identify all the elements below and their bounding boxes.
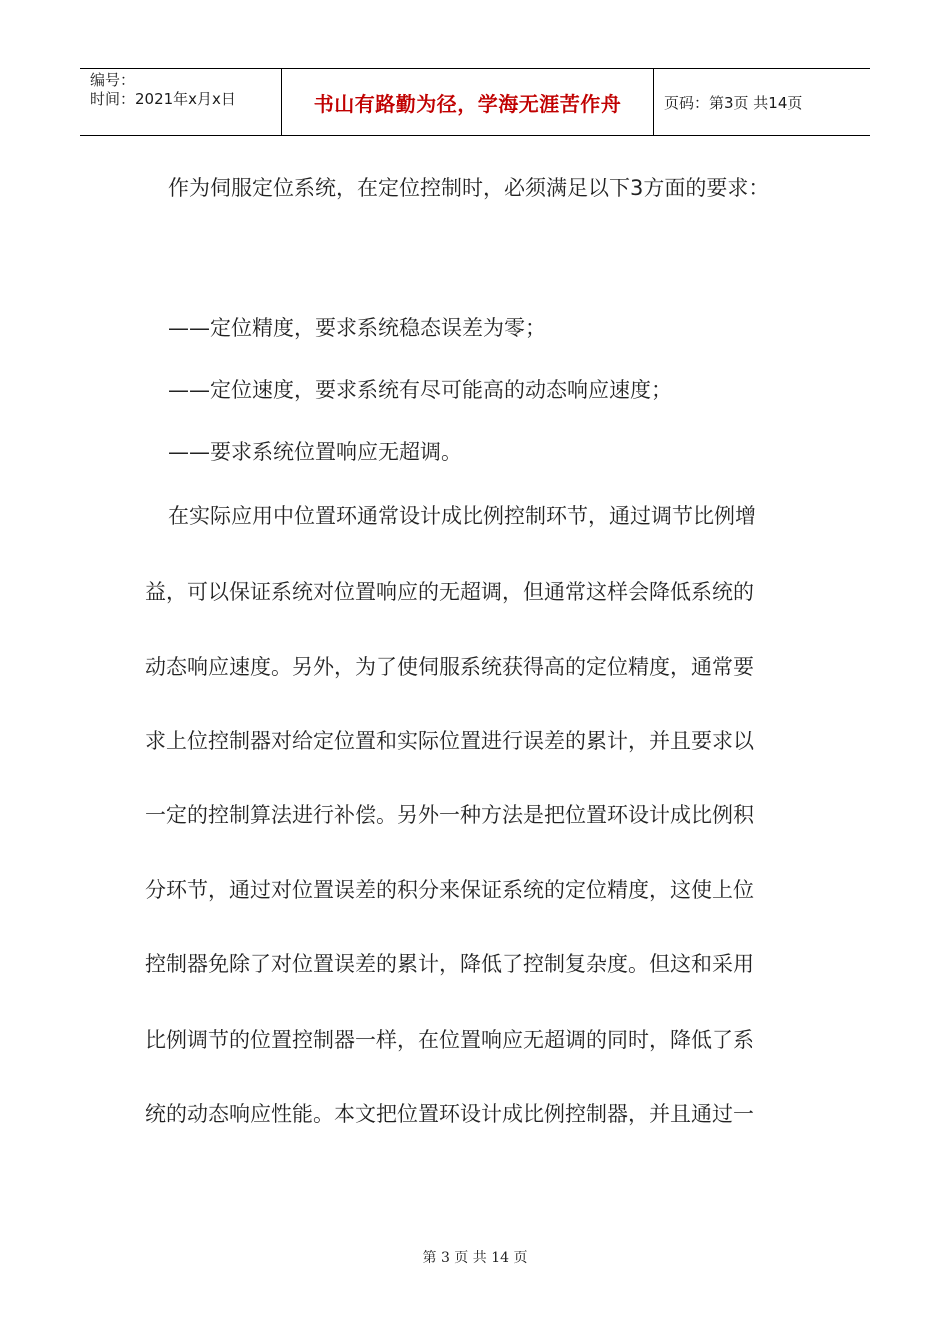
paragraph-line: 益，可以保证系统对位置响应的无超调，但通常这样会降低系统的 [145,580,754,604]
paragraph-line: 分环节，通过对位置误差的积分来保证系统的定位精度，这使上位 [145,878,754,902]
paragraph-line: 统的动态响应性能。本文把位置环设计成比例控制器，并且通过一 [145,1102,754,1126]
intro-line: 作为伺服定位系统，在定位控制时，必须满足以下3方面的要求： [168,176,770,200]
document-header [80,68,870,136]
paragraph-line: 求上位控制器对给定位置和实际位置进行误差的累计，并且要求以 [145,729,754,753]
header-meta [80,69,282,135]
page-footer: 第 3 页 共 14 页 [422,1250,528,1266]
document-number-label: 编号： [90,71,136,89]
paragraph-line: 一定的控制算法进行补偿。另外一种方法是把位置环设计成比例积 [145,803,754,827]
requirement-speed: ——定位速度，要求系统有尽可能高的动态响应速度； [168,378,672,402]
requirement-precision: ——定位精度，要求系统稳态误差为零； [168,316,546,340]
paragraph-line: 比例调节的位置控制器一样，在位置响应无超调的同时，降低了系 [145,1028,754,1052]
document-date-label: 时间：2021年x月x日 [90,90,236,108]
header-page-info: 页码：第3页 共14页 [664,93,803,112]
header-motto: 书山有路勤为径，学海无涯苦作舟 [282,69,654,135]
paragraph-line: 动态响应速度。另外，为了使伺服系统获得高的定位精度，通常要 [145,655,754,679]
paragraph-line: 控制器免除了对位置误差的累计，降低了控制复杂度。但这和采用 [145,952,754,976]
requirement-overshoot: ——要求系统位置响应无超调。 [168,440,462,464]
paragraph-line: 在实际应用中位置环通常设计成比例控制环节，通过调节比例增 [168,504,756,528]
